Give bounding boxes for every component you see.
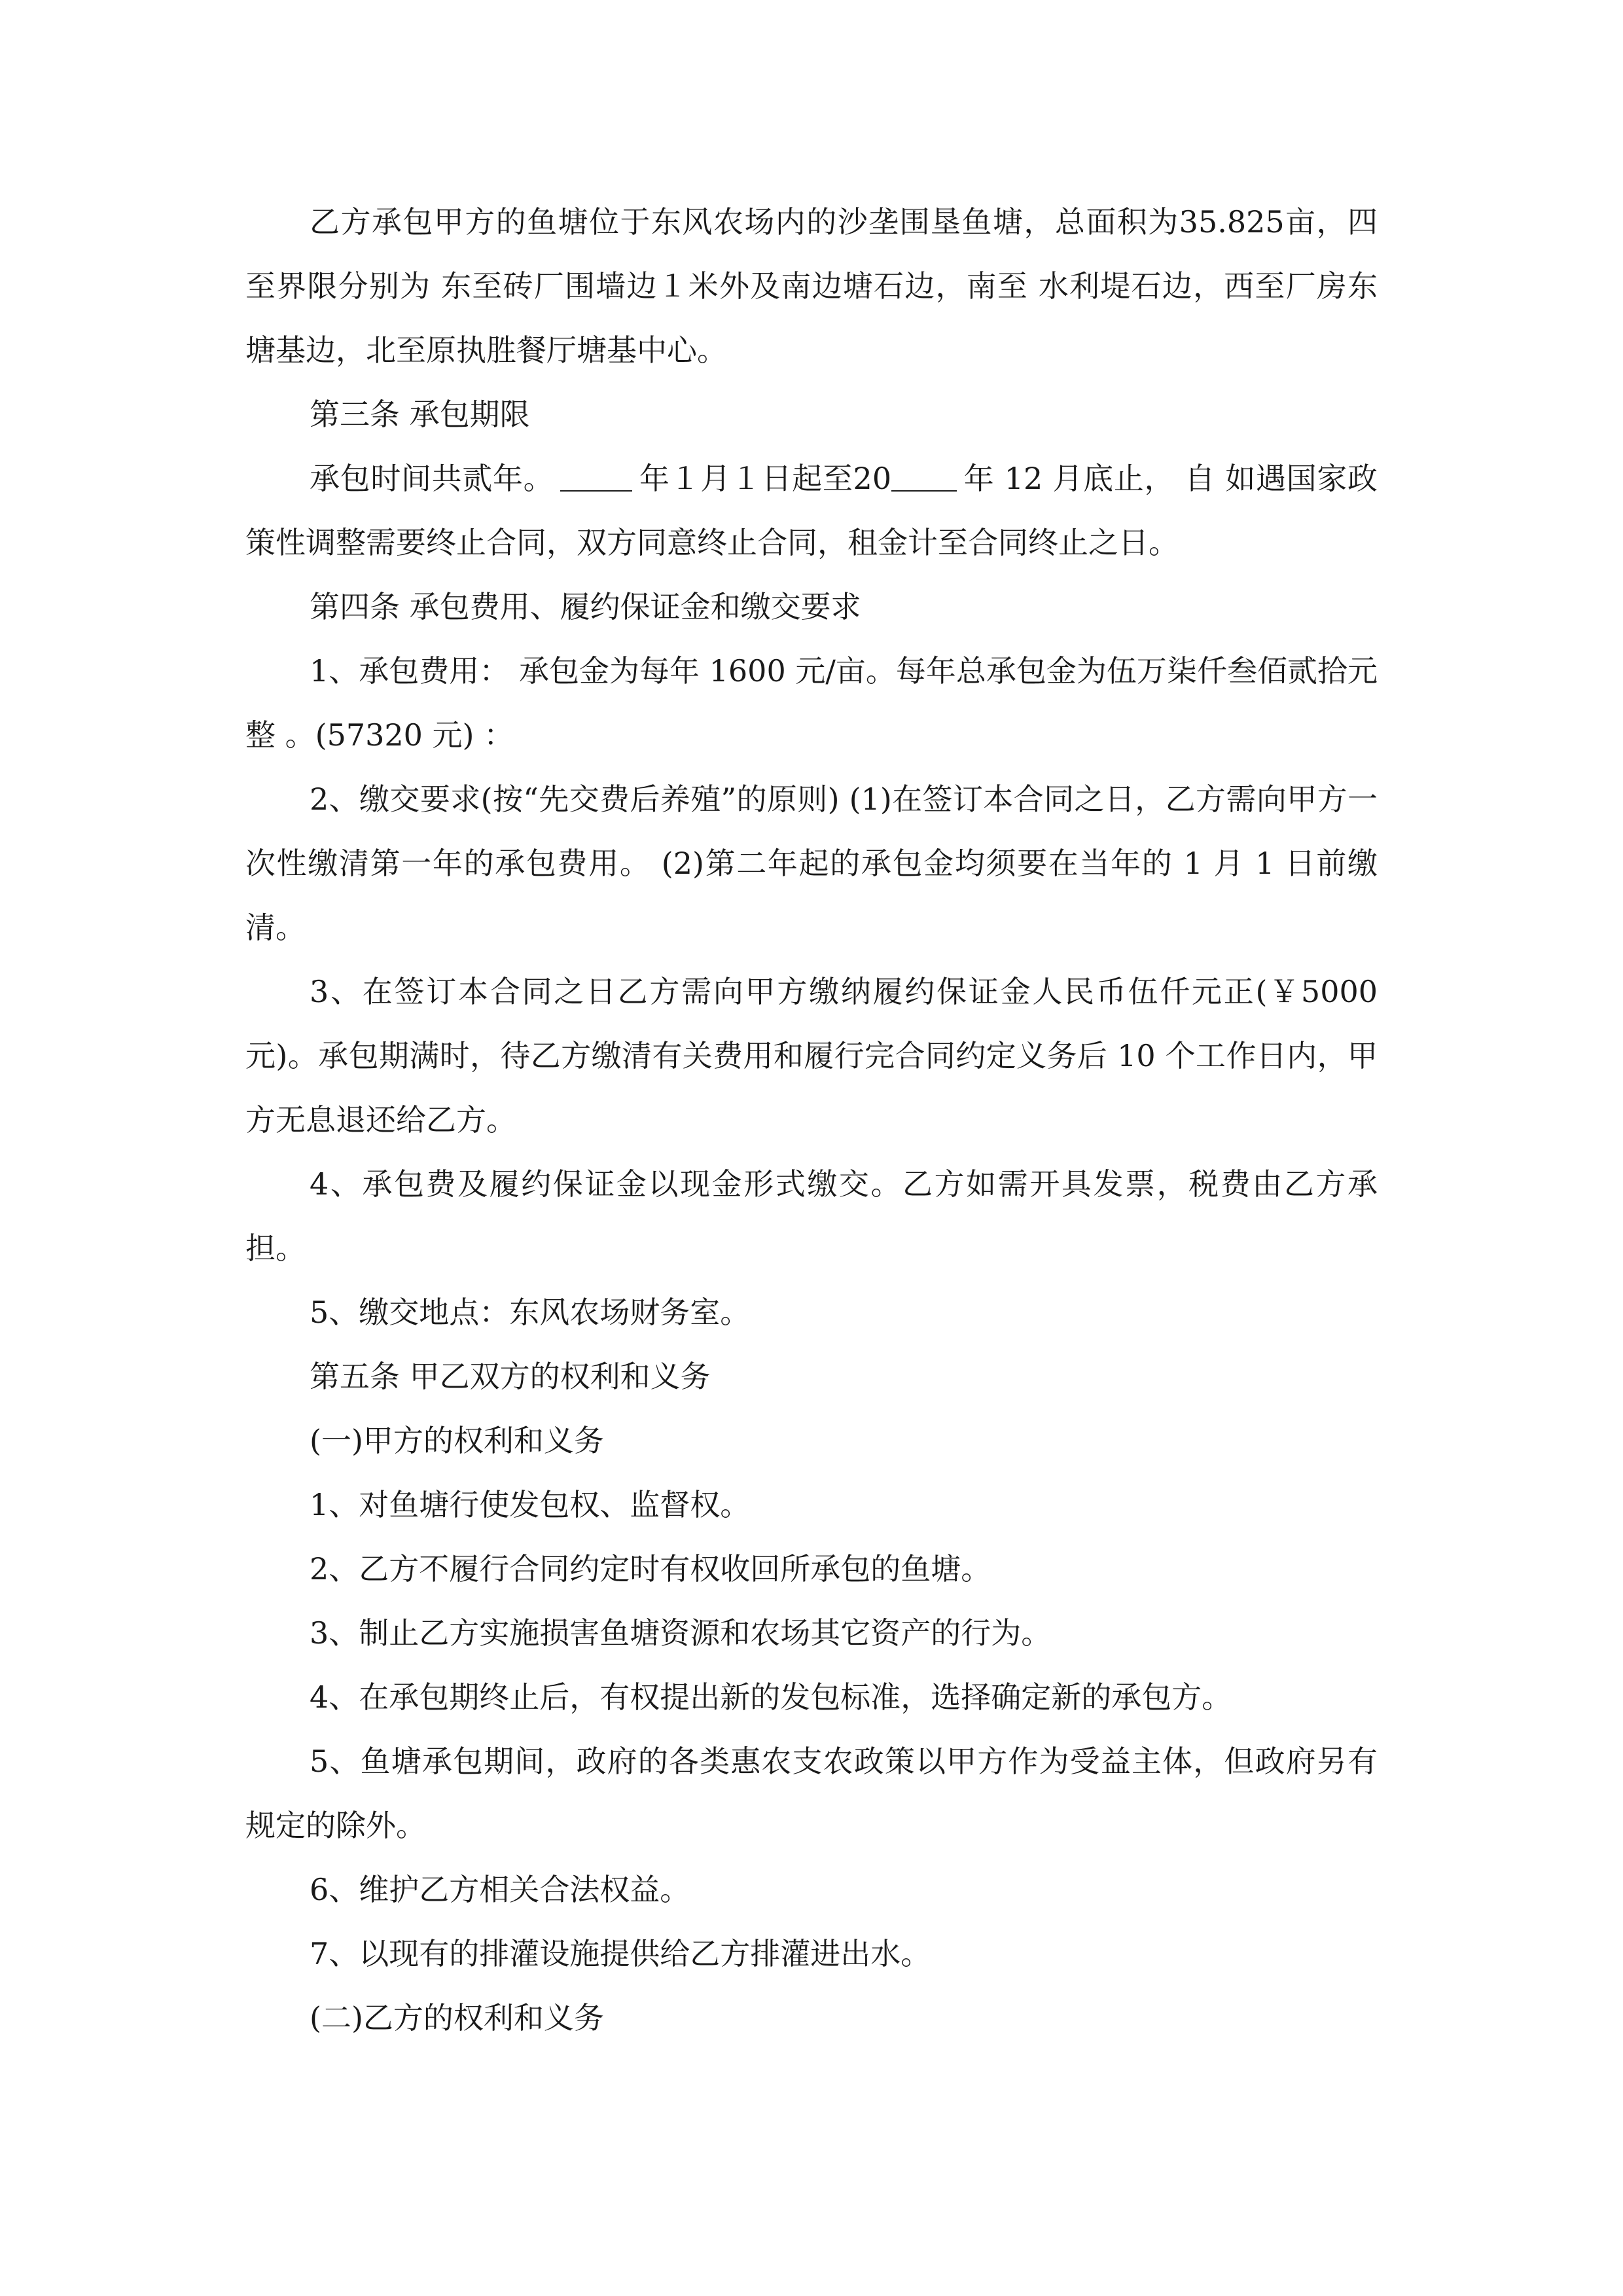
list-item-party-a-7: 7、以现有的排灌设施提供给乙方排灌进出水。	[310, 1936, 931, 1971]
contract-term-text-c: 年 12 月底止， 自 如遇国家政策性调整需要终止合同，双方同意终止合同，租金计至合同终止之日。	[245, 461, 1378, 560]
article-4-heading: 第四条 承包费用、履约保证金和缴交要求	[310, 589, 861, 624]
blank-start-year	[560, 460, 632, 492]
list-item-party-a-1: 1、对鱼塘行使发包权、监督权。	[310, 1487, 751, 1522]
list-item-party-a-3: 3、制止乙方实施损害鱼塘资源和农场其它资产的行为。	[310, 1615, 1052, 1651]
list-item-party-a-6: 6、维护乙方相关合法权益。	[310, 1872, 690, 1907]
article-3-heading: 第三条 承包期限	[310, 397, 530, 432]
paragraph-payment-form: 4、承包费及履约保证金以现金形式缴交。乙方如需开具发票，税费由乙方承担。	[245, 1166, 1378, 1266]
list-item-party-a-4: 4、在承包期终止后，有权提出新的发包标准，选择确定新的承包方。	[310, 1679, 1232, 1715]
paragraph-contract-term	[245, 446, 1378, 575]
paragraph-deposit: 3、在签订本合同之日乙方需向甲方缴纳履约保证金人民币伍仟元正(￥5000 元)。承包期满时，待乙方缴清有关费用和履行完合同约定义务后 10 个工作日内，甲方无息退还给乙方。	[245, 974, 1378, 1138]
paragraph-pond-location: 乙方承包甲方的鱼塘位于东风农场内的沙垄围垦鱼塘，总面积为35.825亩，四至界限分别为 东至砖厂围墙边１米外及南边塘石边，南至 水利堤石边，西至厂房东塘基边，北至原执胜餐厅塘基中心。	[245, 204, 1378, 368]
document-body	[245, 190, 1378, 2050]
contract-term-text-b: 年１月１日起至20	[639, 461, 892, 496]
article-5-heading: 第五条 甲乙双方的权利和义务	[310, 1359, 711, 1394]
section-2-heading: (二)乙方的权利和义务	[310, 2000, 604, 2036]
paragraph-payment-location: 5、缴交地点：东风农场财务室。	[310, 1295, 751, 1330]
paragraph-fee: 1、承包费用： 承包金为每年 1600 元/亩。每年总承包金为伍万柒仟叁佰贰拾元整 。(57320 元) ：	[245, 653, 1378, 753]
list-item-party-a-5: 5、鱼塘承包期间，政府的各类惠农支农政策以甲方作为受益主体，但政府另有规定的除外。	[245, 1744, 1378, 1843]
list-item-party-a-2: 2、乙方不履行合同约定时有权收回所承包的鱼塘。	[310, 1551, 991, 1587]
contract-term-text-a: 承包时间共贰年。	[310, 461, 554, 496]
paragraph-payment-requirements: 2、缴交要求(按“先交费后养殖”的原则) (1)在签订本合同之日，乙方需向甲方一次性缴清第一年的承包费用。 (2)第二年起的承包金均须要在当年的 1 月 1 日前缴清。	[245, 781, 1378, 945]
section-1-heading: (一)甲方的权利和义务	[310, 1423, 604, 1458]
blank-end-year	[891, 460, 957, 492]
